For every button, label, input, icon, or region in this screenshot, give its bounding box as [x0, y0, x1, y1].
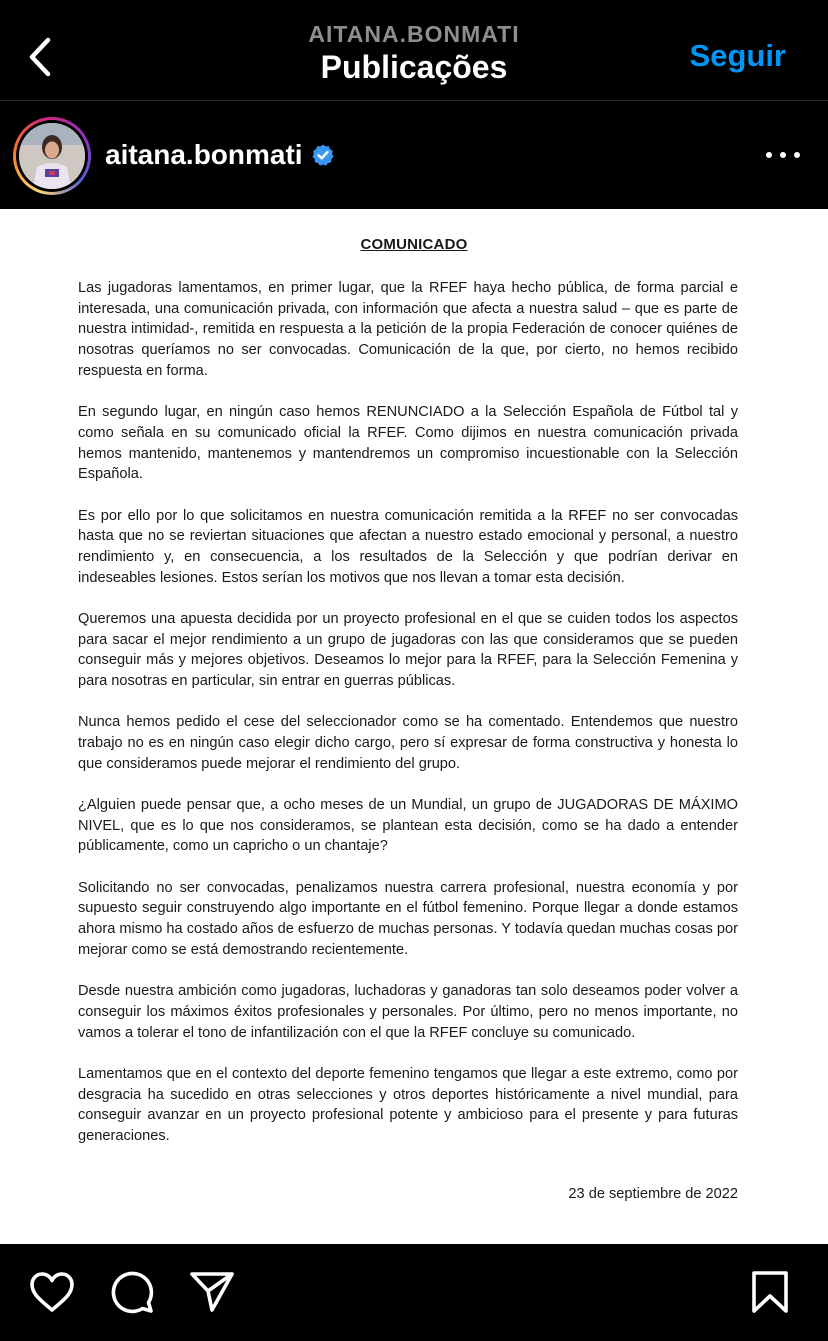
document-paragraph: Solicitando no ser convocadas, penalizamos nuestra carrera profesional, nuestra economía y por supuesto seguir construyendo algo importante en el fútbol femenino. Porque llegar a donde estamos ahora mismo ha costado años de esfuerzo de muchas personas. Y todavía quedan muchas cosas por mejorar como se está demostrando recientemente. — [78, 879, 738, 958]
document-paragraph: Nunca hemos pedido el cese del seleccionador como se ha comentado. Entendemos que nuestro trabajo no es en ningún caso elegir dicho cargo, pero sí expresar de forma constructiva y honesta lo que consideramos puede mejorar el rendimiento del grupo. — [78, 714, 738, 772]
post-action-bar — [0, 1244, 828, 1341]
post-username[interactable]: aitana.bonmati — [105, 139, 303, 170]
document-paragraph: Desde nuestra ambición como jugadoras, luchadoras y ganadoras tan solo deseamos poder volver a conseguir los máximos éxitos profesionales y personales. Por último, pero no menos importante, no vamos a tolerar el tono de infantilización con el que la RFEF concluye su comunicado. — [78, 983, 738, 1041]
document-paragraph: ¿Alguien puede pensar que, a ocho meses de un Mundial, un grupo de JUGADORAS DE MÁXIMO NIVEL, que es lo que nos consideramos, se plantean esta decisión, como se ha dado a entender públicamente, como un capricho o un chantaje? — [78, 797, 738, 855]
send-icon — [189, 1270, 235, 1314]
avatar-image — [19, 123, 85, 189]
avatar-inner — [16, 120, 88, 192]
document-paragraph: Queremos una apuesta decidida por un proyecto profesional en el que se cuiden todos los aspectos para sacar el mejor rendimiento a un grupo de jugadoras con las que consideramos que se pueden conseguir más y mejores objetivos. Deseamos lo mejor para la RFEF, para la Selección Femenina y para nosotras en particular, sin entrar en guerras públicas. — [78, 610, 738, 690]
top-navigation-bar — [0, 0, 828, 101]
avatar-illustration — [19, 123, 85, 189]
more-dot — [780, 152, 786, 158]
document-date: 23 de septiembre de 2022 — [568, 1186, 738, 1202]
follow-button[interactable]: Seguir — [689, 38, 786, 73]
page-title: Publicações — [320, 49, 508, 85]
document-body — [78, 278, 738, 1167]
share-button[interactable] — [188, 1268, 236, 1316]
heart-icon — [29, 1271, 75, 1313]
verified-badge-icon — [311, 143, 335, 167]
avatar[interactable] — [13, 117, 91, 195]
header-account-label: AITANA.BONMATI — [308, 21, 520, 47]
document-paragraph: Es por ello por lo que solicitamos en nuestra comunicación remitida a la RFEF no ser convocadas hasta que no se reviertan situaciones que afectan a nuestro estado emocional y personal, a nuestro rendimiento y, en consecuencia, a los resultados de la Selección y que podrían derivar en indeseables lesiones. Estos serían los motivos que nos llevan a tomar esta decisión. — [78, 507, 738, 586]
like-button[interactable] — [28, 1268, 76, 1316]
post-image[interactable] — [0, 209, 828, 1244]
document-paragraph: Lamentamos que en el contexto del deporte femenino tengamos que llegar a este extremo, como por desgracia ha sucedido en otras selecciones y otros deportes históricamente a nivel mundial, para conseguir avanzar en un proyecto profesional potente y ambicioso para el presente y para futuras generaciones. — [78, 1065, 738, 1144]
comment-icon — [109, 1269, 155, 1315]
document-paragraph: En segundo lugar, en ningún caso hemos RENUNCIADO a la Selección Española de Fútbol tal y como señala en su comunicado oficial la RFEF. Como dijimos en nuestra comunicación privada hemos mantenido, mantenemos y mantendremos un compromiso incuestionable con la Selección Española. — [78, 404, 738, 483]
bookmark-icon — [750, 1270, 790, 1314]
document-paragraph: Las jugadoras lamentamos, en primer lugar, que la RFEF haya hecho pública, de forma parcial e interesada, una comunicación privada, con información que afecta a nuestra salud – que es parte de nuestra intimidad-, remitida en respuesta a la petición de la propia Federación de conocer quiénes de nosotras queríamos no ser convocadas. Comunicación de la que, por cierto, no hemos recibido respuesta en forma. — [78, 280, 738, 379]
more-options-button[interactable] — [766, 145, 800, 165]
more-dot — [794, 152, 800, 158]
more-dot — [766, 152, 772, 158]
document-heading: COMUNICADO — [360, 236, 468, 253]
save-button[interactable] — [746, 1268, 794, 1316]
comment-button[interactable] — [108, 1268, 156, 1316]
post-author-row — [0, 102, 828, 208]
